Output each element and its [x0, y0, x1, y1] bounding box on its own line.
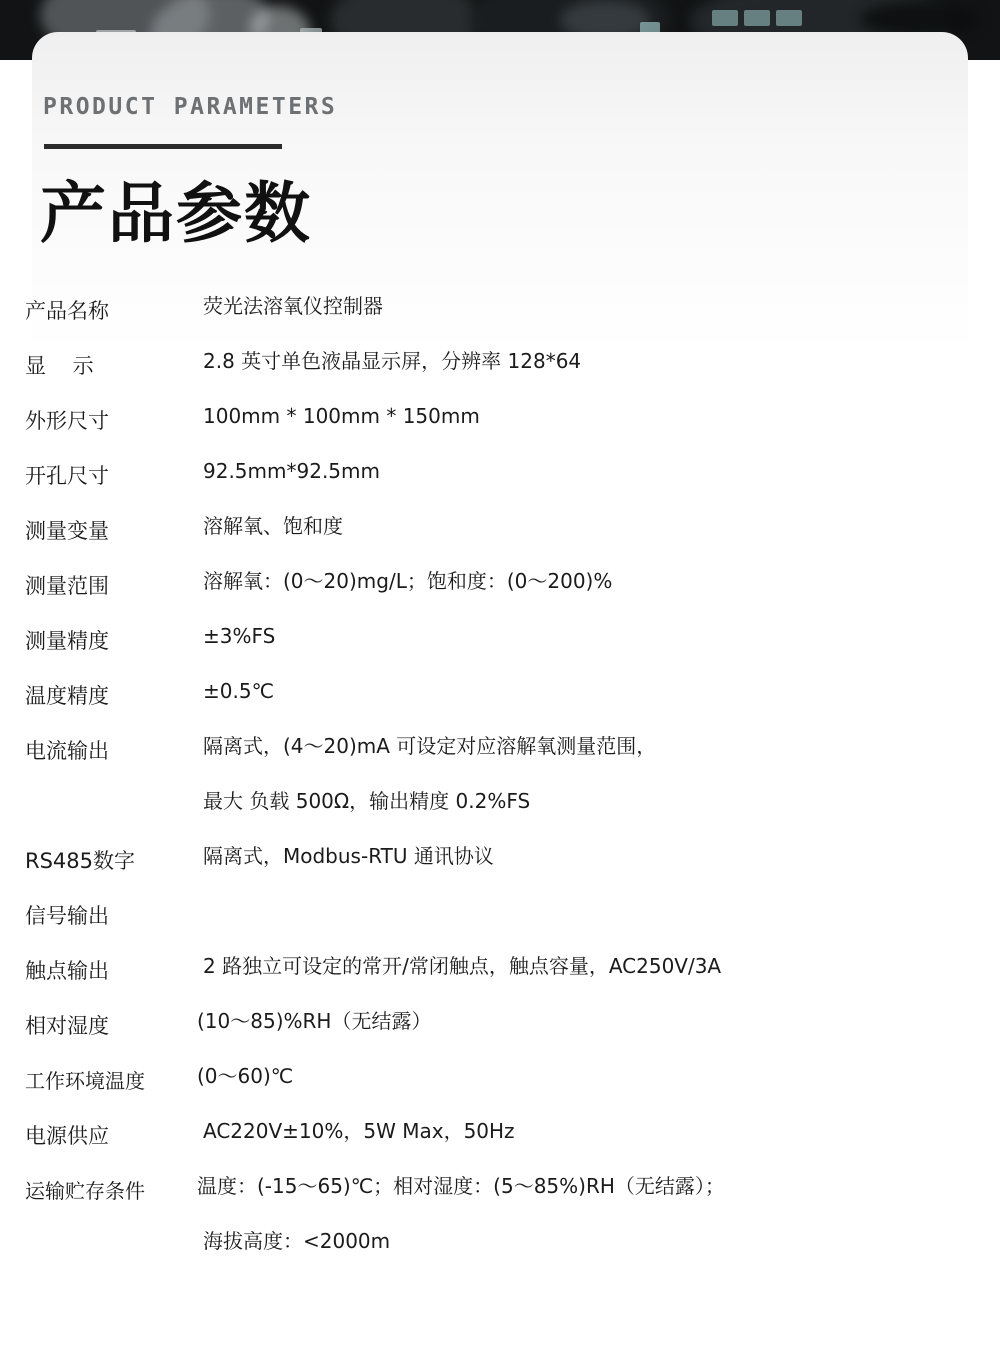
param-value-line2: 海拔高度：<2000m [203, 1229, 391, 1253]
table-row [25, 1117, 915, 1172]
param-label: 温度精度 [25, 684, 109, 708]
table-row [25, 1007, 915, 1062]
photo-keypad-key [744, 10, 770, 26]
param-value: 100mm * 100mm * 150mm [203, 404, 480, 428]
param-label: 测量范围 [25, 574, 109, 598]
page-title: 产品参数 [40, 175, 312, 252]
param-value-line2: 最大 负载 500Ω，输出精度 0.2%FS [203, 789, 531, 813]
table-row [25, 402, 915, 457]
title-divider [44, 144, 282, 149]
table-row [25, 292, 915, 347]
param-value: 溶解氧：(0～20)mg/L；饱和度：(0～200)% [203, 569, 613, 593]
table-row-continuation [25, 1227, 915, 1282]
table-row [25, 512, 915, 567]
param-label: 电源供应 [25, 1124, 109, 1148]
parameter-table [25, 292, 915, 1282]
table-row [25, 897, 915, 952]
table-row [25, 842, 915, 897]
table-row [25, 622, 915, 677]
param-label: 相对湿度 [25, 1014, 109, 1038]
param-value: ±3%FS [203, 624, 276, 648]
param-label: 触点输出 [25, 959, 109, 983]
param-value: 荧光法溶氧仪控制器 [203, 294, 383, 318]
param-label: 外形尺寸 [25, 409, 109, 433]
photo-keypad-key [712, 10, 738, 26]
table-row [25, 567, 915, 622]
section-eyebrow: PRODUCT PARAMETERS [43, 94, 338, 120]
param-value: (0～60)℃ [197, 1064, 294, 1088]
table-row [25, 952, 915, 1007]
param-label: 电流输出 [25, 739, 109, 763]
table-row [25, 732, 915, 787]
param-value: 溶解氧、饱和度 [203, 514, 343, 538]
param-value: 2.8 英寸单色液晶显示屏，分辨率 128*64 [203, 349, 582, 373]
param-label: 产品名称 [25, 299, 109, 323]
param-label: 运输贮存条件 [25, 1179, 145, 1203]
param-value: 92.5mm*92.5mm [203, 459, 380, 483]
param-value: (10～85)%RH（无结露） [197, 1009, 432, 1033]
param-value: 温度：(-15～65)℃；相对湿度：(5～85%)RH（无结露）； [197, 1174, 725, 1198]
photo-keypad-key [776, 10, 802, 26]
table-row [25, 347, 915, 402]
param-label: 显 示 [25, 354, 104, 378]
param-label: RS485数字 [25, 849, 136, 873]
param-label: 测量精度 [25, 629, 109, 653]
table-row-continuation [25, 787, 915, 842]
param-label: 信号输出 [25, 904, 109, 928]
table-row [25, 677, 915, 732]
param-value: 隔离式，(4～20)mA 可设定对应溶解氧测量范围， [203, 734, 657, 758]
table-row [25, 457, 915, 512]
param-value: AC220V±10%，5W Max，50Hz [203, 1119, 515, 1143]
param-value: 隔离式，Modbus-RTU 通讯协议 [203, 844, 494, 868]
table-row [25, 1172, 915, 1227]
param-label: 开孔尺寸 [25, 464, 109, 488]
param-value: ±0.5℃ [203, 679, 275, 703]
param-value: 2 路独立可设定的常开/常闭触点，触点容量，AC250V/3A [203, 954, 722, 978]
param-label: 测量变量 [25, 519, 109, 543]
table-row [25, 1062, 915, 1117]
photo-shape [860, 2, 980, 36]
param-label: 工作环境温度 [25, 1069, 145, 1093]
